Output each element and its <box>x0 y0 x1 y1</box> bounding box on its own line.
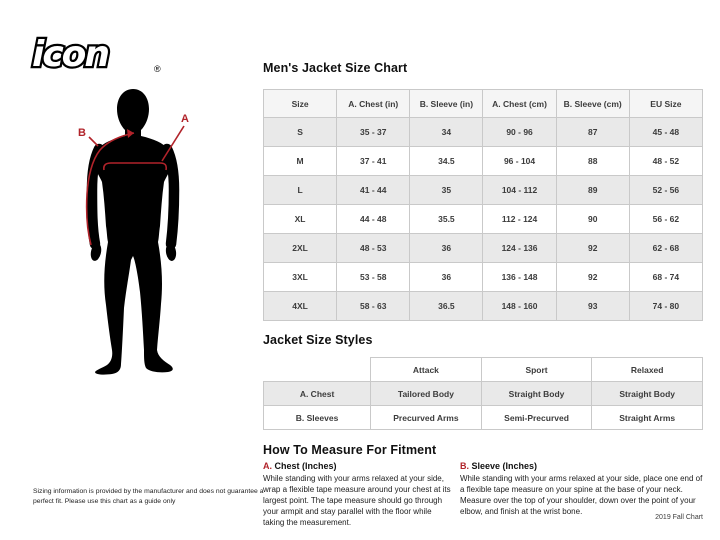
label-b-leader-line <box>89 137 98 146</box>
table-row <box>264 147 703 176</box>
value-cell: 92 <box>556 263 629 292</box>
table-row <box>264 176 703 205</box>
table-row <box>264 205 703 234</box>
value-cell: Straight Arms <box>592 406 703 430</box>
measure-heading <box>460 461 708 471</box>
size-cell: 4XL <box>264 292 337 321</box>
measure-instructions-sleeve <box>460 461 708 517</box>
column-header: Attack <box>371 358 482 382</box>
value-cell: 87 <box>556 118 629 147</box>
value-cell: 88 <box>556 147 629 176</box>
value-cell: 36 <box>410 263 483 292</box>
value-cell: 37 - 41 <box>337 147 410 176</box>
measure-heading-text: Chest (Inches) <box>274 461 337 471</box>
measure-body-text: While standing with your arms relaxed at your side, place one end of a flexible tape measure on your spine at the base of your neck. Measure over the top of your shoulder, down over the point of your elbow, and finish at the wrist bone. <box>460 474 703 517</box>
value-cell: 34.5 <box>410 147 483 176</box>
value-cell: 53 - 58 <box>337 263 410 292</box>
size-cell: M <box>264 147 337 176</box>
table-row <box>264 263 703 292</box>
blank-cell <box>264 358 371 382</box>
value-cell: 74 - 80 <box>629 292 702 321</box>
size-chart-table <box>263 89 703 321</box>
value-cell: Straight Body <box>481 382 592 406</box>
chart-version-label: 2019 Fall Chart <box>655 514 703 521</box>
chest-label-a: A <box>181 113 189 125</box>
value-cell: 62 - 68 <box>629 234 702 263</box>
value-cell: 93 <box>556 292 629 321</box>
icon-logo <box>26 28 196 78</box>
value-cell: 48 - 52 <box>629 147 702 176</box>
value-cell: 36 <box>410 234 483 263</box>
value-cell: 124 - 136 <box>483 234 556 263</box>
measure-letter: A. <box>263 461 272 471</box>
value-cell: 58 - 63 <box>337 292 410 321</box>
value-cell: 45 - 48 <box>629 118 702 147</box>
measure-letter: B. <box>460 461 469 471</box>
table-row <box>264 234 703 263</box>
measure-heading <box>263 461 455 471</box>
value-cell: Tailored Body <box>371 382 482 406</box>
table-row <box>264 292 703 321</box>
sleeve-label-b: B <box>78 127 86 139</box>
value-cell: 56 - 62 <box>629 205 702 234</box>
value-cell: 92 <box>556 234 629 263</box>
size-chart-header-row <box>264 90 703 118</box>
value-cell: 90 <box>556 205 629 234</box>
measure-body-text: While standing with your arms relaxed at your side, wrap a flexible tape measure around your chest at its largest point. The tape measure should go through your armpit and stay parallel with the floor while taking the measurement. <box>263 474 451 528</box>
styles-header-row <box>264 358 703 382</box>
column-header: EU Size <box>629 90 702 118</box>
value-cell: Straight Body <box>592 382 703 406</box>
body-measurement-diagram <box>50 80 250 480</box>
logo-text: icon <box>32 34 109 75</box>
value-cell: 104 - 112 <box>483 176 556 205</box>
value-cell: 96 - 104 <box>483 147 556 176</box>
measure-heading-text: Sleeve (Inches) <box>471 461 538 471</box>
value-cell: 89 <box>556 176 629 205</box>
size-cell: 2XL <box>264 234 337 263</box>
measure-section-title: How To Measure For Fitment <box>263 443 437 457</box>
value-cell: 148 - 160 <box>483 292 556 321</box>
value-cell: 35 - 37 <box>337 118 410 147</box>
row-label-cell: A. Chest <box>264 382 371 406</box>
value-cell: Precurved Arms <box>371 406 482 430</box>
sizing-disclaimer: Sizing information is provided by the manufacturer and does not guarantee a perfect fit. Please use this chart as a guide only <box>33 488 264 506</box>
measure-instructions-chest <box>263 461 455 528</box>
column-header: Relaxed <box>592 358 703 382</box>
man-silhouette <box>89 89 177 375</box>
value-cell: 136 - 148 <box>483 263 556 292</box>
value-cell: 44 - 48 <box>337 205 410 234</box>
styles-table-title: Jacket Size Styles <box>263 333 373 347</box>
size-cell: XL <box>264 205 337 234</box>
value-cell: Semi-Precurved <box>481 406 592 430</box>
column-header: A. Chest (in) <box>337 90 410 118</box>
size-cell: 3XL <box>264 263 337 292</box>
column-header: A. Chest (cm) <box>483 90 556 118</box>
value-cell: 34 <box>410 118 483 147</box>
value-cell: 41 - 44 <box>337 176 410 205</box>
value-cell: 90 - 96 <box>483 118 556 147</box>
column-header: B. Sleeve (in) <box>410 90 483 118</box>
value-cell: 35 <box>410 176 483 205</box>
table-row <box>264 406 703 430</box>
column-header: B. Sleeve (cm) <box>556 90 629 118</box>
value-cell: 48 - 53 <box>337 234 410 263</box>
column-header: Sport <box>481 358 592 382</box>
jacket-styles-table <box>263 357 703 430</box>
size-cell: S <box>264 118 337 147</box>
table-row <box>264 382 703 406</box>
column-header: Size <box>264 90 337 118</box>
value-cell: 36.5 <box>410 292 483 321</box>
size-chart-title: Men's Jacket Size Chart <box>263 61 408 75</box>
registered-mark-icon: ® <box>154 64 161 74</box>
value-cell: 52 - 56 <box>629 176 702 205</box>
row-label-cell: B. Sleeves <box>264 406 371 430</box>
value-cell: 112 - 124 <box>483 205 556 234</box>
table-row <box>264 118 703 147</box>
size-cell: L <box>264 176 337 205</box>
value-cell: 68 - 74 <box>629 263 702 292</box>
value-cell: 35.5 <box>410 205 483 234</box>
